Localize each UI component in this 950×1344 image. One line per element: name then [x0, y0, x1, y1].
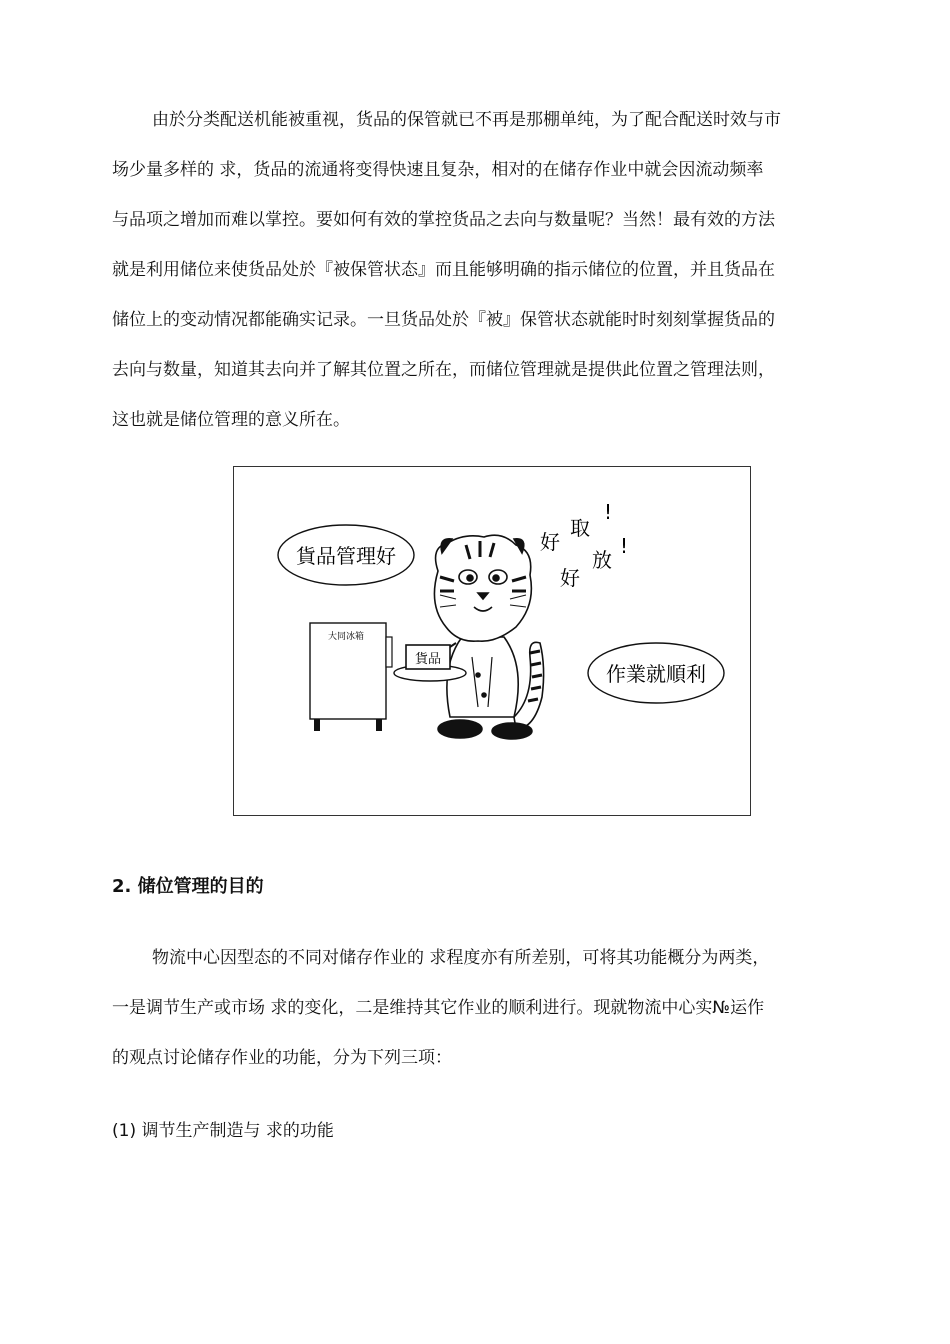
bubble-left-text: 貨品管理好	[296, 544, 396, 568]
fridge-label: 大同冰箱	[327, 632, 365, 642]
section-heading: 2. 储位管理的目的	[112, 876, 264, 897]
illustration-canvas	[234, 467, 750, 815]
tiger-icon	[430, 535, 544, 739]
intro-paragraph	[112, 104, 864, 454]
paragraph-line: 就是利用储位来使货品处於『被保管状态』而且能够明确的指示储位的位置，并且货品在	[112, 260, 775, 280]
list-item: (1) 调节生产制造与 求的功能	[112, 1121, 334, 1141]
paragraph-line: 物流中心因型态的不同对储存作业的 求程度亦有所差别，可将其功能概分为两类，	[152, 948, 770, 968]
exclaim-mark: !	[604, 500, 613, 524]
exclaim-char: 放	[592, 548, 612, 572]
tiger-illustration	[233, 466, 751, 816]
paragraph-line: 一是调节生产或市场 求的变化，二是维持其它作业的顺利进行。现就物流中心实№运作	[112, 998, 765, 1018]
exclaim-char: 好	[560, 566, 580, 590]
box-label: 貨品	[414, 652, 442, 667]
paragraph-line: 去向与数量，知道其去向并了解其位置之所在，而储位管理就是提供此位置之管理法则，	[112, 360, 775, 380]
paragraph-line: 储位上的变动情况都能确实记录。一旦货品处於『被』保管状态就能时时刻刻掌握货品的	[112, 310, 775, 330]
paragraph-line: 场少量多样的 求，货品的流通将变得快速且复杂，相对的在储存作业中就会因流动频率	[112, 160, 764, 180]
paragraph-line: 由於分类配送机能被重视，货品的保管就已不再是那棚单纯，为了配合配送时效与市	[152, 110, 781, 130]
paragraph-line: 的观点讨论储存作业的功能，分为下列三项：	[112, 1048, 452, 1068]
exclaim-mark: !	[620, 534, 629, 558]
exclaim-char: 取	[570, 516, 590, 540]
fridge-icon	[310, 623, 392, 731]
exclaim-char: 好	[540, 530, 560, 554]
bubble-right-text: 作業就順利	[606, 662, 706, 686]
paragraph-line: 这也就是储位管理的意义所在。	[112, 410, 350, 430]
paragraph-line: 与品项之增加而难以掌控。要如何有效的掌控货品之去向与数量呢？当然！最有效的方法	[112, 210, 775, 230]
function-paragraph	[112, 942, 864, 1092]
